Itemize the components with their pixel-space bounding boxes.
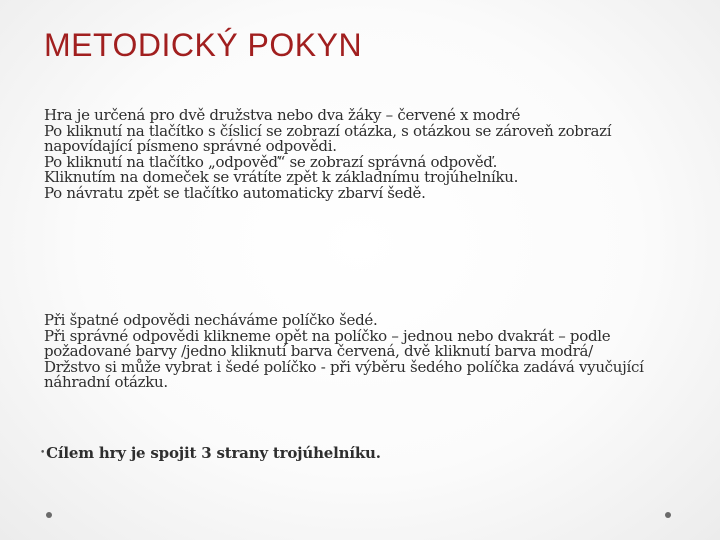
corner-dot-right-icon (665, 512, 671, 518)
instruction-line-gray-field: Držstvo si může vybrat i šedé políčko - při výběru šedého políčka zadává vyučující náhradní otázku. (44, 357, 644, 391)
bullet-dot-icon: • (40, 448, 46, 458)
goal-bullet (40, 444, 381, 462)
instruction-line-correct-answer: Při správné odpovědi klikneme opět na políčko – jednou nebo dvakrát – podle požadované barvy /jedno kliknutí barva červená, dvě kliknutí barva modrá/ (44, 326, 611, 360)
instruction-line-wrong-answer: Při špatné odpovědi necháváme políčko šedé. (44, 311, 378, 329)
instruction-line-home: Kliknutím na domeček se vrátíte zpět k základnímu trojúhelníku. (44, 168, 519, 186)
instruction-line-gray: Po návratu zpět se tlačítko automaticky zbarví šedě. (44, 183, 426, 202)
goal-text: Cílem hry je spojit 3 strany trojúhelníku. (46, 444, 381, 462)
instruction-line-answer: Po kliknutí na tlačítko „odpověď“ se zobrazí správná odpověď. (44, 152, 498, 171)
instructions-block-bottom (44, 313, 692, 391)
instructions-block-top (44, 108, 692, 201)
instruction-line-question: Po kliknutí na tlačítko s číslicí se zobrazí otázka, s otázkou se zároveň zobrazí napovídající písmeno správné odpovědi. (44, 121, 612, 155)
corner-dot-left-icon (46, 512, 52, 518)
slide-title: METODICKÝ POKYN (44, 27, 363, 63)
instruction-line-teams: Hra je určená pro dvě družstva nebo dva žáky – červené x modré (44, 106, 521, 124)
